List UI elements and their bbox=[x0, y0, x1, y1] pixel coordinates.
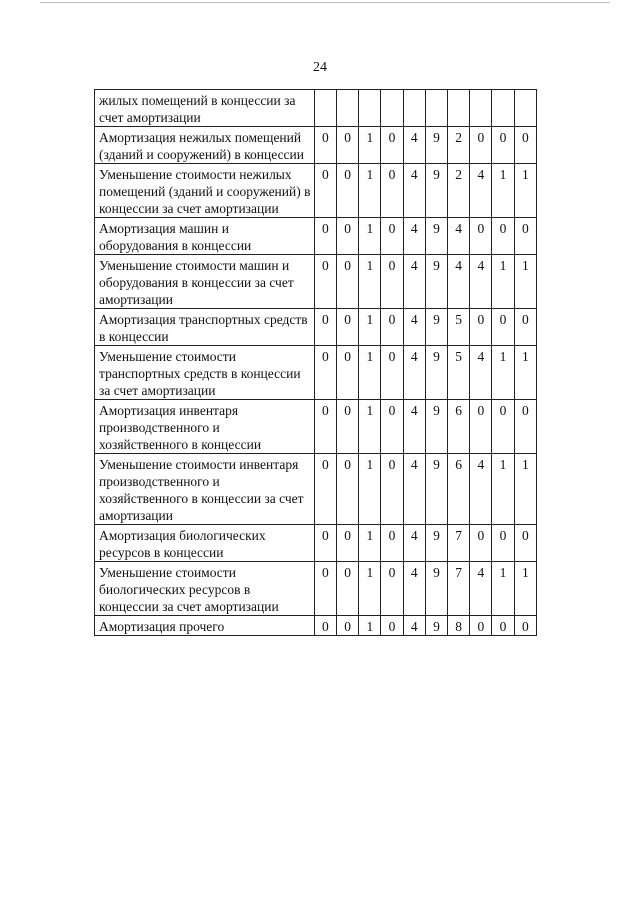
code-digit-cell: 9 bbox=[425, 454, 447, 525]
code-digit-cell bbox=[492, 90, 514, 127]
code-digit-cell: 9 bbox=[425, 309, 447, 346]
row-label: Амортизация машин и оборудования в концессии bbox=[95, 218, 315, 255]
row-label: Уменьшение стоимости инвентаря производственного и хозяйственного в концессии за счет амортизации bbox=[95, 454, 315, 525]
code-digit-cell: 0 bbox=[337, 127, 359, 164]
code-digit-cell: 0 bbox=[381, 218, 403, 255]
row-label: Уменьшение стоимости машин и оборудования в концессии за счет амортизации bbox=[95, 255, 315, 309]
code-digit-cell: 4 bbox=[470, 454, 492, 525]
code-digit-cell: 4 bbox=[403, 400, 425, 454]
code-digit-cell: 9 bbox=[425, 255, 447, 309]
code-digit-cell: 0 bbox=[514, 127, 536, 164]
code-digit-cell: 9 bbox=[425, 164, 447, 218]
code-digit-cell: 0 bbox=[492, 616, 514, 636]
code-digit-cell: 0 bbox=[514, 218, 536, 255]
code-digit-cell bbox=[425, 90, 447, 127]
code-digit-cell: 0 bbox=[337, 454, 359, 525]
table-row bbox=[95, 562, 537, 616]
row-label: Амортизация транспортных средств в концессии bbox=[95, 309, 315, 346]
code-digit-cell: 0 bbox=[314, 525, 336, 562]
code-digit-cell: 0 bbox=[381, 255, 403, 309]
code-digit-cell: 0 bbox=[492, 218, 514, 255]
code-digit-cell: 0 bbox=[314, 346, 336, 400]
code-digit-cell: 4 bbox=[470, 164, 492, 218]
row-label: Уменьшение стоимости транспортных средств в концессии за счет амортизации bbox=[95, 346, 315, 400]
code-digit-cell: 0 bbox=[314, 454, 336, 525]
code-digit-cell: 0 bbox=[314, 218, 336, 255]
table-body bbox=[95, 90, 537, 636]
code-digit-cell: 0 bbox=[337, 616, 359, 636]
code-digit-cell: 9 bbox=[425, 127, 447, 164]
code-digit-cell: 0 bbox=[381, 454, 403, 525]
code-digit-cell: 2 bbox=[448, 164, 470, 218]
code-digit-cell bbox=[403, 90, 425, 127]
code-digit-cell bbox=[448, 90, 470, 127]
code-digit-cell: 4 bbox=[403, 309, 425, 346]
code-digit-cell: 0 bbox=[314, 164, 336, 218]
code-digit-cell: 0 bbox=[337, 525, 359, 562]
table-row bbox=[95, 164, 537, 218]
table-row bbox=[95, 525, 537, 562]
code-digit-cell: 0 bbox=[492, 525, 514, 562]
code-digit-cell: 0 bbox=[314, 255, 336, 309]
code-digit-cell: 0 bbox=[470, 218, 492, 255]
code-digit-cell: 1 bbox=[359, 164, 381, 218]
code-digit-cell: 0 bbox=[492, 309, 514, 346]
code-digit-cell: 8 bbox=[448, 616, 470, 636]
code-digit-cell: 0 bbox=[381, 525, 403, 562]
code-digit-cell: 0 bbox=[514, 525, 536, 562]
code-digit-cell: 4 bbox=[403, 346, 425, 400]
row-label: Амортизация нежилых помещений (зданий и сооружений) в концессии bbox=[95, 127, 315, 164]
code-digit-cell: 9 bbox=[425, 616, 447, 636]
code-digit-cell: 5 bbox=[448, 346, 470, 400]
code-digit-cell: 6 bbox=[448, 400, 470, 454]
code-digit-cell: 0 bbox=[514, 400, 536, 454]
code-digit-cell: 0 bbox=[337, 255, 359, 309]
code-digit-cell: 1 bbox=[359, 127, 381, 164]
code-digit-cell: 2 bbox=[448, 127, 470, 164]
code-digit-cell: 4 bbox=[403, 562, 425, 616]
code-digit-cell: 9 bbox=[425, 346, 447, 400]
code-digit-cell: 9 bbox=[425, 562, 447, 616]
code-digit-cell: 1 bbox=[359, 346, 381, 400]
code-digit-cell: 4 bbox=[403, 218, 425, 255]
code-digit-cell: 0 bbox=[470, 309, 492, 346]
code-digit-cell: 1 bbox=[514, 562, 536, 616]
code-digit-cell: 1 bbox=[492, 562, 514, 616]
code-digit-cell: 0 bbox=[314, 616, 336, 636]
code-digit-cell: 0 bbox=[337, 309, 359, 346]
code-digit-cell: 0 bbox=[470, 127, 492, 164]
code-digit-cell: 0 bbox=[337, 218, 359, 255]
code-digit-cell: 7 bbox=[448, 525, 470, 562]
code-digit-cell: 0 bbox=[381, 616, 403, 636]
row-label: Уменьшение стоимости нежилых помещений (зданий и сооружений) в концессии за счет амортизации bbox=[95, 164, 315, 218]
code-digit-cell: 0 bbox=[337, 164, 359, 218]
code-digit-cell: 0 bbox=[514, 309, 536, 346]
code-digit-cell: 1 bbox=[359, 255, 381, 309]
code-digit-cell: 4 bbox=[403, 164, 425, 218]
code-digit-cell: 4 bbox=[403, 616, 425, 636]
code-digit-cell: 1 bbox=[492, 164, 514, 218]
code-digit-cell: 0 bbox=[314, 309, 336, 346]
table-row bbox=[95, 90, 537, 127]
code-digit-cell: 1 bbox=[514, 164, 536, 218]
table-row bbox=[95, 127, 537, 164]
code-digit-cell: 1 bbox=[514, 454, 536, 525]
code-digit-cell: 0 bbox=[381, 562, 403, 616]
code-digit-cell: 0 bbox=[314, 127, 336, 164]
code-digit-cell bbox=[314, 90, 336, 127]
code-digit-cell: 4 bbox=[470, 255, 492, 309]
code-digit-cell: 1 bbox=[359, 400, 381, 454]
page-number: 24 bbox=[313, 60, 327, 75]
code-digit-cell: 1 bbox=[359, 562, 381, 616]
table-row bbox=[95, 454, 537, 525]
code-digit-cell: 0 bbox=[381, 400, 403, 454]
code-digit-cell bbox=[359, 90, 381, 127]
code-digit-cell bbox=[381, 90, 403, 127]
code-digit-cell: 0 bbox=[492, 127, 514, 164]
code-digit-cell: 4 bbox=[448, 218, 470, 255]
code-digit-cell: 4 bbox=[470, 346, 492, 400]
code-digit-cell: 1 bbox=[359, 309, 381, 346]
code-digit-cell: 4 bbox=[470, 562, 492, 616]
code-digit-cell: 7 bbox=[448, 562, 470, 616]
row-label: Амортизация инвентаря производственного и хозяйственного в концессии bbox=[95, 400, 315, 454]
row-label: Уменьшение стоимости биологических ресурсов в концессии за счет амортизации bbox=[95, 562, 315, 616]
code-digit-cell: 6 bbox=[448, 454, 470, 525]
code-digit-cell: 0 bbox=[337, 562, 359, 616]
table-row bbox=[95, 309, 537, 346]
table-row bbox=[95, 218, 537, 255]
code-digit-cell: 1 bbox=[514, 255, 536, 309]
code-digit-cell: 1 bbox=[492, 255, 514, 309]
code-digit-cell: 9 bbox=[425, 525, 447, 562]
code-digit-cell: 1 bbox=[492, 346, 514, 400]
code-digit-cell: 1 bbox=[359, 454, 381, 525]
code-digit-cell: 1 bbox=[359, 616, 381, 636]
code-digit-cell: 0 bbox=[314, 400, 336, 454]
code-digit-cell: 1 bbox=[359, 525, 381, 562]
code-digit-cell: 4 bbox=[403, 255, 425, 309]
code-digit-cell bbox=[514, 90, 536, 127]
code-digit-cell: 0 bbox=[492, 400, 514, 454]
code-digit-cell: 0 bbox=[381, 309, 403, 346]
table-row bbox=[95, 255, 537, 309]
code-digit-cell: 9 bbox=[425, 400, 447, 454]
code-digit-cell: 0 bbox=[381, 164, 403, 218]
table-row bbox=[95, 346, 537, 400]
row-label: Амортизация прочего bbox=[95, 616, 315, 636]
table-row bbox=[95, 400, 537, 454]
code-digit-cell: 0 bbox=[337, 346, 359, 400]
code-digit-cell: 4 bbox=[403, 127, 425, 164]
code-digit-cell: 0 bbox=[381, 346, 403, 400]
code-digit-cell: 9 bbox=[425, 218, 447, 255]
row-label: Амортизация биологических ресурсов в концессии bbox=[95, 525, 315, 562]
code-digit-cell: 5 bbox=[448, 309, 470, 346]
code-digit-cell: 0 bbox=[381, 127, 403, 164]
code-digit-cell: 0 bbox=[514, 616, 536, 636]
scan-edge-line bbox=[40, 2, 610, 3]
code-digit-cell: 0 bbox=[337, 400, 359, 454]
code-digit-cell: 4 bbox=[403, 454, 425, 525]
code-digit-cell: 1 bbox=[492, 454, 514, 525]
account-codes-table bbox=[94, 89, 537, 636]
code-digit-cell bbox=[470, 90, 492, 127]
code-digit-cell: 0 bbox=[470, 400, 492, 454]
code-digit-cell: 1 bbox=[514, 346, 536, 400]
table-row bbox=[95, 616, 537, 636]
code-digit-cell: 4 bbox=[448, 255, 470, 309]
code-digit-cell: 0 bbox=[470, 616, 492, 636]
code-digit-cell: 4 bbox=[403, 525, 425, 562]
code-digit-cell bbox=[337, 90, 359, 127]
code-digit-cell: 1 bbox=[359, 218, 381, 255]
code-digit-cell: 0 bbox=[470, 525, 492, 562]
code-digit-cell: 0 bbox=[314, 562, 336, 616]
row-label: жилых помещений в концессии за счет амортизации bbox=[95, 90, 315, 127]
